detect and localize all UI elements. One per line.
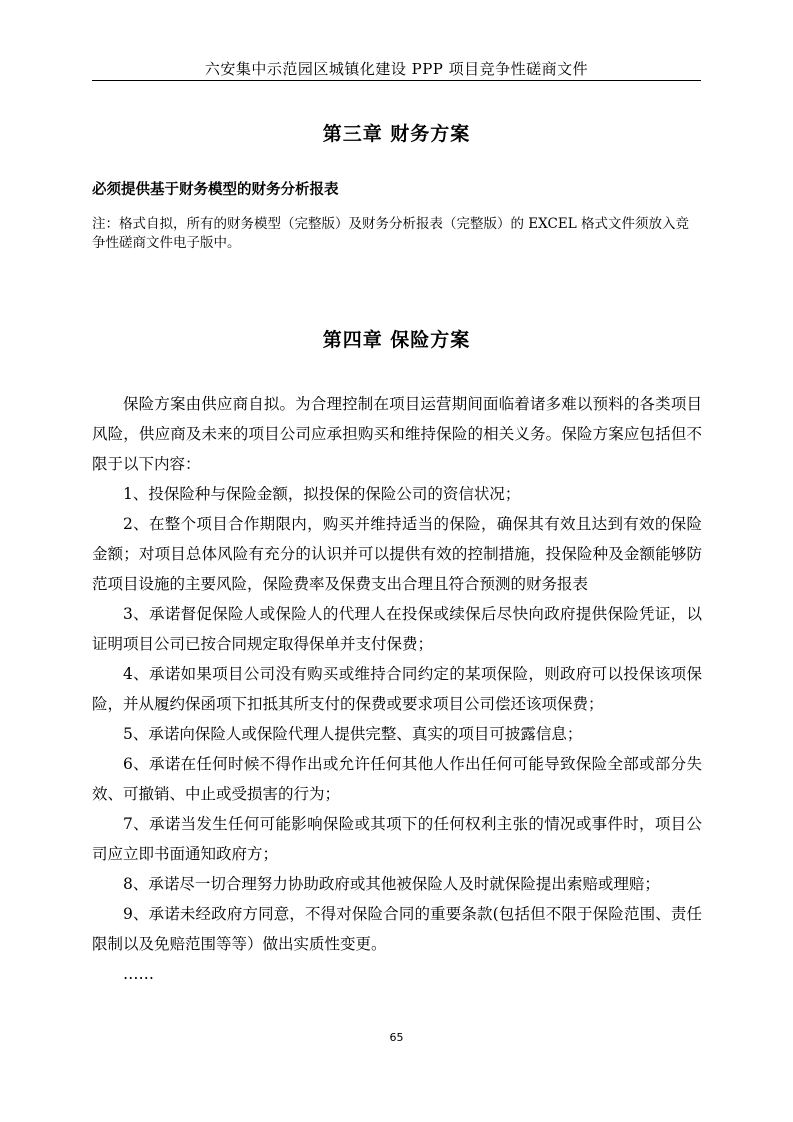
- list-item: 2、在整个项目合作期限内，购买并维持适当的保险，确保其有效且达到有效的保险金额；对项目总体风险有充分的认识并可以提供有效的控制措施，投保险种及金额能够防范项目设施的主要风险，保险费率及保费支出合理且符合预测的财务报表: [92, 515, 702, 593]
- header-rule: [92, 80, 701, 81]
- list-item: 4、承诺如果项目公司没有购买或维持合同约定的某项保险，则政府可以投保该项保险，并从履约保函项下扣抵其所支付的保费或要求项目公司偿还该项保费；: [92, 665, 702, 713]
- list-item: 6、承诺在任何时候不得作出或允许任何其他人作出任何可能导致保险全部或部分失效、可撤销、中止或受损害的行为；: [92, 755, 702, 803]
- page-header: 六安集中示范园区城镇化建设 PPP 项目竞争性磋商文件: [204, 60, 589, 78]
- list-item: 8、承诺尽一切合理努力协助政府或其他被保险人及时就保险提出索赔或理赔；: [123, 875, 660, 893]
- intro-paragraph: 保险方案由供应商自拟。为合理控制在项目运营期间面临着诸多难以预料的各类项目风险，供应商及未来的项目公司应承担购买和维持保险的相关义务。保险方案应包括但不限于以下内容：: [92, 395, 702, 473]
- financial-report-heading: 必须提供基于财务模型的财务分析报表: [92, 182, 339, 198]
- list-item: 9、承诺未经政府方同意，不得对保险合同的重要条款(包括但不限于保险范围、责任限制以及免赔范围等等）做出实质性变更。: [92, 905, 702, 953]
- list-item: 5、承诺向保险人或保险代理人提供完整、真实的项目可披露信息；: [123, 725, 583, 743]
- ellipsis: ……: [123, 965, 154, 983]
- list-item: 3、承诺督促保险人或保险人的代理人在投保或续保后尽快向政府提供保险凭证，以证明项目公司已按合同规定取得保单并支付保费；: [92, 605, 702, 653]
- list-item: 1、投保险种与保险金额，拟投保的保险公司的资信状况；: [123, 485, 521, 503]
- format-note: 注：格式自拟，所有的财务模型（完整版）及财务分析报表（完整版）的 EXCEL 格式文件须放入竞争性磋商文件电子版中。: [92, 216, 689, 251]
- insurance-plan-body: [92, 389, 702, 989]
- chapter-3-title: 第三章 财务方案: [322, 123, 471, 145]
- page-number: 65: [389, 1031, 404, 1044]
- chapter-4-title: 第四章 保险方案: [322, 329, 471, 351]
- list-item: 7、承诺当发生任何可能影响保险或其项下的任何权利主张的情况或事件时，项目公司应立即书面通知政府方；: [92, 815, 702, 863]
